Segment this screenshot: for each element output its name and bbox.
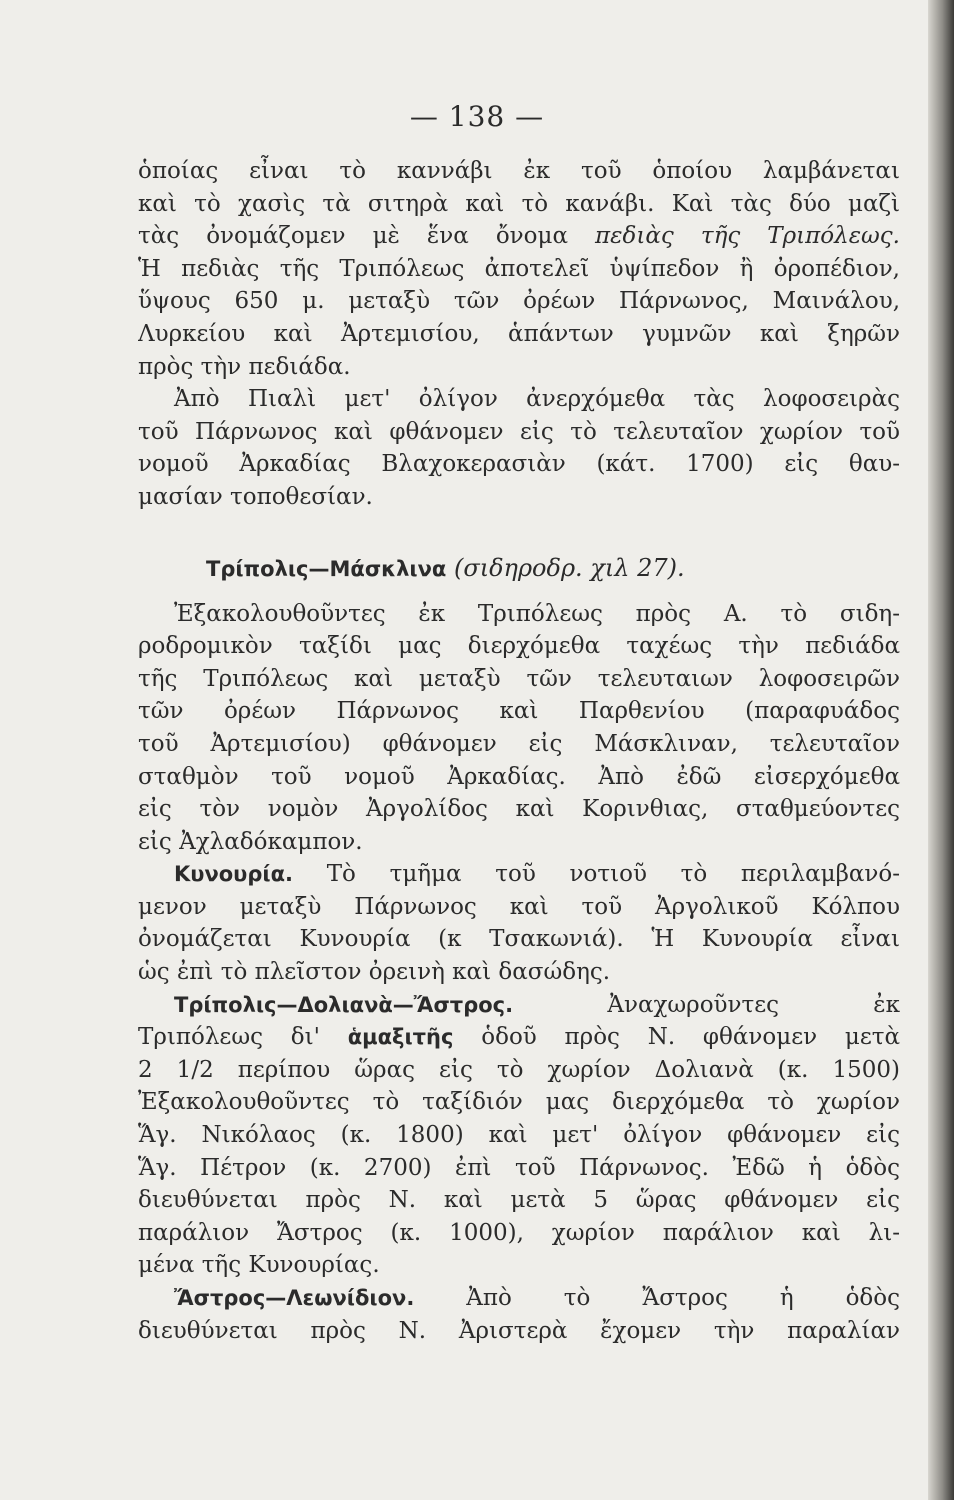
text-line: εἰς τὸν νομὸν Ἀργολίδος καὶ Κορινθιας, σταθμεύοντες — [138, 796, 900, 823]
page-body-text — [138, 155, 900, 1347]
page-number: — 138 — — [409, 100, 545, 133]
text-span: Τὸ τμῆμα τοῦ νοτιοῦ τὸ περιλαμβανό- — [326, 861, 900, 888]
text-line — [138, 1021, 900, 1054]
text-line: 2 1/2 περίπου ὥρας εἰς τὸ χωρίον Δολιανὰ (κ. 1500) — [138, 1056, 900, 1083]
section-heading-inline: Κυνουρία. — [174, 862, 293, 887]
text-line: ὕψους 650 μ. μεταξὺ τῶν ὀρέων Πάρνωνος, Μαινάλου, — [138, 288, 900, 315]
section-heading-inline: Τρίπολις—Δολιανὰ—Ἄστρος. — [174, 992, 514, 1017]
text-line — [138, 858, 900, 891]
text-line: τοῦ Πάρνωνος καὶ φθάνομεν εἰς τὸ τελευταῖον χωρίον τοῦ — [138, 418, 900, 445]
book-gutter-shadow — [928, 0, 954, 1500]
text-line: ὁποίας εἶναι τὸ καννάβι ἐκ τοῦ ὁποίου λαμβάνεται — [138, 158, 900, 184]
text-line: ὡς ἐπὶ τὸ πλεῖστον ὀρεινὴ καὶ δασώδης. — [138, 959, 611, 986]
bold-word: ἁμαξιτῆς — [347, 1025, 454, 1050]
italic-term: πεδιὰς τῆς Τριπόλεως. — [595, 223, 900, 250]
text-span: Ἀπὸ τὸ Ἄστρος ἡ ὁδὸς — [466, 1285, 900, 1311]
text-line: μασίαν τοποθεσίαν. — [138, 483, 373, 510]
text-line: τῆς Τριπόλεως καὶ μεταξὺ τῶν τελευταιων λοφοσειρῶν — [138, 665, 900, 692]
text-line: καὶ τὸ χασὶς τὰ σιτηρὰ καὶ τὸ κανάβι. Καὶ τὰς δύο μαζὶ — [138, 190, 900, 217]
text-line: Ἐξακολουθοῦντες ἐκ Τριπόλεως πρὸς Α. τὸ σιδη- — [174, 600, 900, 627]
text-line: σταθμὸν τοῦ νομοῦ Ἀρκαδίας. Ἀπὸ ἐδῶ εἰσερχόμεθα — [138, 763, 900, 790]
heading-note: (σιδηροδρ. χιλ 27). — [453, 553, 685, 582]
heading-title: Τρίπολις—Μάσκλινα — [206, 556, 447, 581]
text-span: ὁδοῦ πρὸς Ν. φθάνομεν μετὰ — [481, 1024, 900, 1051]
text-line — [138, 989, 900, 1022]
text-line: μένα τῆς Κυνουρίας. — [138, 1252, 380, 1279]
text-line: εἰς Ἀχλαδόκαμπον. — [138, 828, 363, 855]
text-line: τῶν ὀρέων Πάρνωνος καὶ Παρθενίου (παραφυάδος — [138, 698, 900, 725]
text-line: Ἐξακολουθοῦντες τὸ ταξίδιόν μας διερχόμεθα τὸ χωρίον — [138, 1089, 900, 1116]
text-line: διευθύνεται πρὸς Ν. καὶ μετὰ 5 ὥρας φθάνομεν εἰς — [138, 1187, 900, 1214]
text-line — [138, 220, 900, 253]
text-line — [138, 1282, 900, 1315]
text-line: ὀνομάζεται Κυνουρία (κ Τσακωνιά). Ἡ Κυνουρία εἶναι — [138, 926, 900, 953]
text-line: Ἀπὸ Πιαλὶ μετ' ὀλίγον ἀνερχόμεθα τὰς λοφοσειρὰς — [174, 386, 900, 413]
text-line: παράλιον Ἄστρος (κ. 1000), χωρίον παράλιον καὶ λι- — [138, 1219, 900, 1246]
text-line: νομοῦ Ἀρκαδίας Βλαχοκερασιὰν (κάτ. 1700) εἰς θαυ- — [138, 451, 900, 478]
text-line: Ἅγ. Νικόλαος (κ. 1800) καὶ μετ' ὀλίγον φθάνομεν εἰς — [138, 1122, 900, 1149]
text-line: Λυρκείου καὶ Ἀρτεμισίου, ἁπάντων γυμνῶν καὶ ξηρῶν — [138, 320, 900, 347]
text-line: πρὸς τὴν πεδιάδα. — [138, 353, 351, 380]
text-line: Ἡ πεδιὰς τῆς Τριπόλεως ἀποτελεῖ ὑψίπεδον ἢ ὀροπέδιον, — [138, 255, 900, 282]
text-line: ροδρομικὸν ταξίδι μας διερχόμεθα ταχέως τὴν πεδιάδα — [138, 633, 900, 660]
text-line: μενον μεταξὺ Πάρνωνος καὶ τοῦ Ἀργολικοῦ Κόλπου — [138, 893, 900, 920]
section-heading-inline: Ἄστρος—Λεωνίδιον. — [174, 1286, 415, 1310]
text-span: Ἀναχωροῦντες ἐκ — [607, 991, 900, 1018]
text-line: διευθύνεται πρὸς Ν. Ἀριστερὰ ἔχομεν τὴν παραλίαν — [138, 1317, 900, 1344]
text-span: τὰς ὀνομάζομεν μὲ ἕνα ὄνομα — [138, 223, 568, 250]
text-line: τοῦ Ἀρτεμισίου) φθάνομεν εἰς Μάσκλιναν, τελευταῖον — [138, 730, 900, 757]
text-line: Ἅγ. Πέτρον (κ. 2700) ἐπὶ τοῦ Πάρνωνος. Ἐδῶ ἡ ὁδὸς — [138, 1154, 900, 1181]
section-heading — [138, 514, 900, 598]
text-span: Τριπόλεως δι' — [138, 1024, 320, 1051]
